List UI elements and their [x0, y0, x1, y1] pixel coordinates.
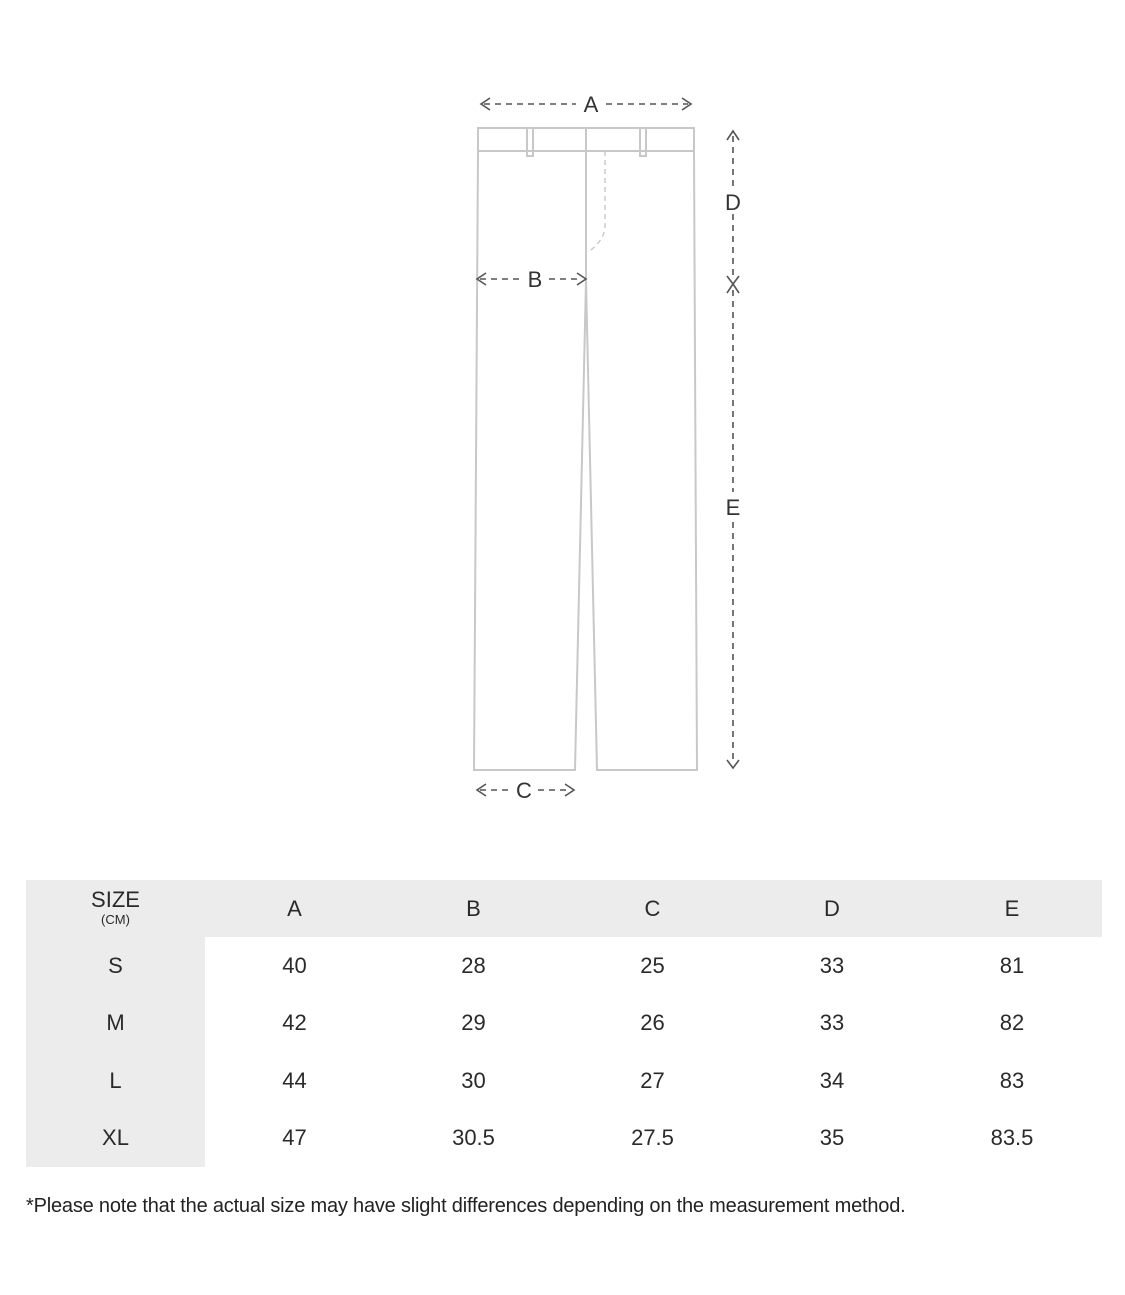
column-header-e: E	[922, 880, 1102, 937]
size-label: S	[26, 937, 205, 995]
dimension-d	[725, 131, 741, 284]
label-a: A	[583, 92, 599, 117]
dimension-b	[477, 267, 586, 292]
fly-stitch	[588, 151, 605, 252]
table-cell: 81	[999, 952, 1025, 978]
label-d: D	[725, 190, 741, 215]
table-row	[26, 1110, 1102, 1168]
column-header-d: D	[742, 880, 922, 937]
table-cell: 25	[640, 952, 665, 978]
table-cell: 27	[640, 1067, 665, 1093]
dimension-e	[726, 284, 741, 768]
size-label: XL	[26, 1110, 205, 1168]
size-label: L	[26, 1052, 205, 1110]
table-cell: 83.5	[990, 1125, 1034, 1151]
table-header-row	[26, 880, 1102, 937]
label-c: C	[516, 778, 532, 803]
table-cell: 44	[282, 1067, 307, 1093]
table-cell: 34	[819, 1067, 845, 1093]
table-cell: 42	[282, 1010, 307, 1036]
table-cell: 47	[282, 1125, 307, 1151]
table-cell: 30.5	[452, 1125, 495, 1151]
size-header-label: SIZE	[91, 887, 140, 912]
size-label: M	[26, 995, 205, 1053]
table-cell: 35	[819, 1125, 845, 1151]
table-cell: 33	[819, 1010, 845, 1036]
label-b: B	[527, 267, 543, 292]
unit-label: (CM)	[101, 912, 130, 927]
size-column-header	[26, 880, 205, 937]
table-cell: 83	[999, 1067, 1025, 1093]
column-header-a: A	[205, 880, 384, 937]
table-row	[26, 937, 1102, 995]
column-header-b: B	[384, 880, 563, 937]
table-cell: 30	[461, 1067, 486, 1093]
label-e: E	[725, 495, 741, 520]
table-row	[26, 1052, 1102, 1110]
dimension-c	[477, 778, 574, 803]
table-cell: 82	[999, 1010, 1025, 1036]
table-cell: 28	[461, 952, 486, 978]
table-cell: 26	[640, 1010, 665, 1036]
dimension-a	[481, 92, 691, 117]
table-row	[26, 995, 1102, 1053]
size-chart-table	[26, 880, 1102, 1167]
table-cell: 29	[461, 1010, 486, 1036]
table-cell: 33	[819, 952, 845, 978]
column-header-c: C	[563, 880, 742, 937]
table-cell: 27.5	[631, 1125, 674, 1151]
measurement-note: *Please note that the actual size may have slight differences depending on the measurement method.	[26, 1195, 906, 1217]
table-cell: 40	[282, 952, 307, 978]
